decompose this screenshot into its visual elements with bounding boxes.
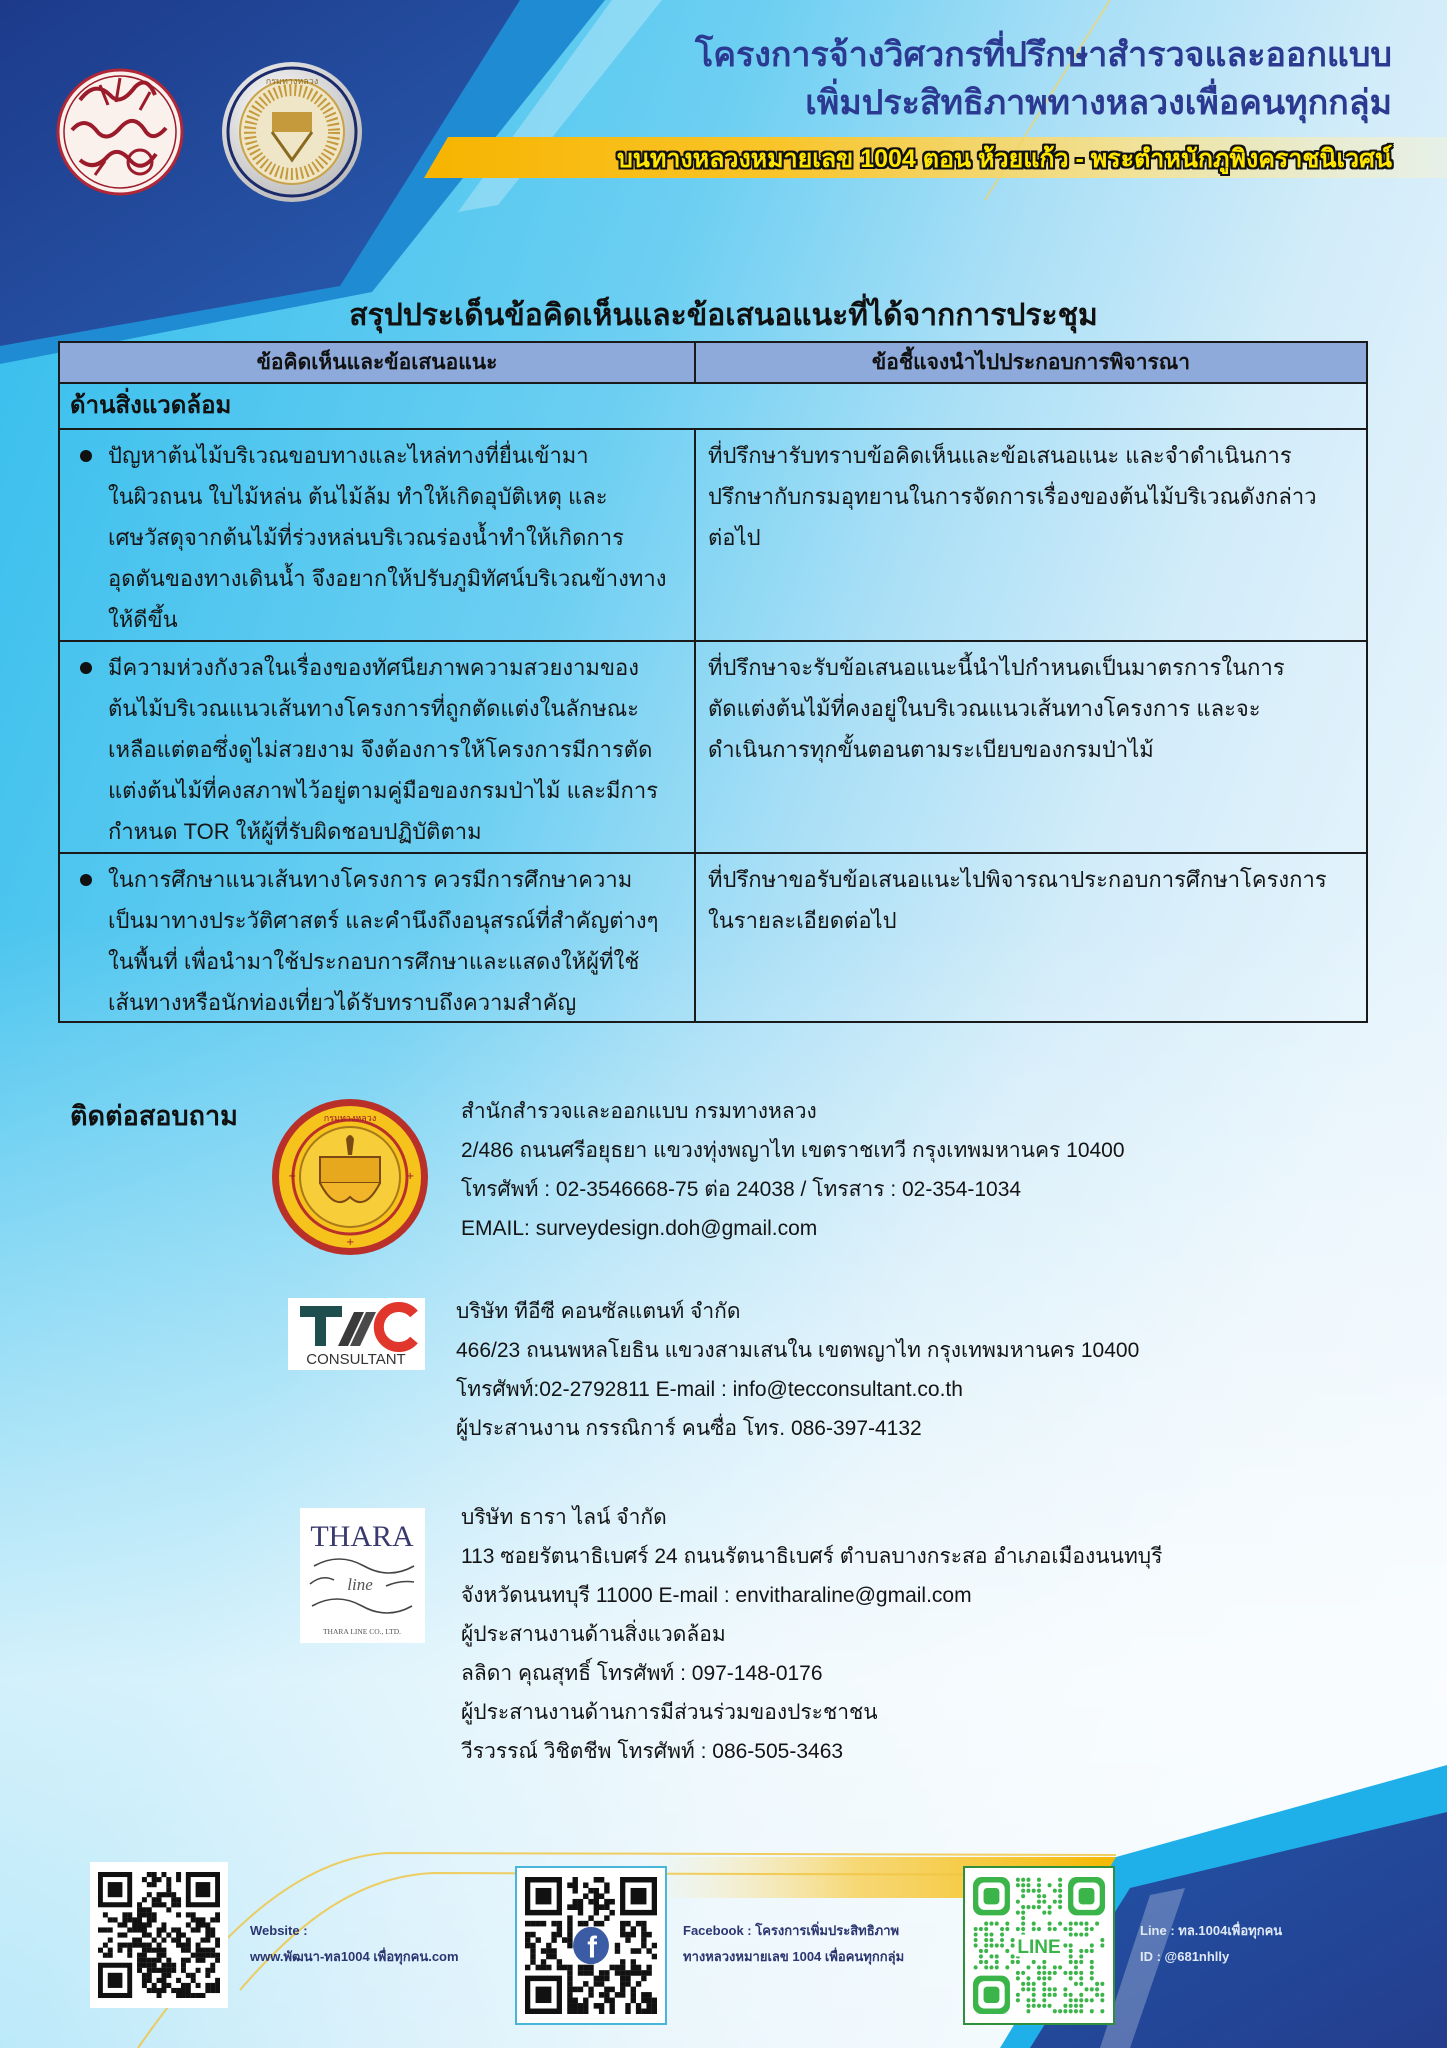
facebook-glyph: f [587,1931,597,1965]
contact-line: บริษัท ทีอีซี คอนซัลแตนท์ จำกัด [456,1300,741,1323]
response-line: ต่อไป [708,525,761,550]
contact-line: EMAIL: surveydesign.doh@gmail.com [461,1217,818,1240]
comment-text [108,647,688,852]
red-seal-icon [58,70,182,194]
column-header-responses: ข้อชี้แจงนำไปประกอบการพิจารณา [871,351,1191,374]
contact-line: ผู้ประสานงานด้านการมีส่วนร่วมของประชาชน [461,1701,878,1724]
qr-code-icon [525,1877,657,2014]
department-of-highways-logo [270,1097,430,1257]
summary-title: สรุปประเด็นข้อคิดเห็นและข้อเสนอแนะที่ได้จากการประชุม [349,299,1098,332]
comment-line: ต้นไม้บริเวณแนวเส้นทางโครงการที่ถูกตัดแต่งในลักษณะ [108,696,639,721]
line-id: ID : @681nhlly [1140,1949,1230,1964]
contact-line: สำนักสำรวจและออกแบบ กรมทางหลวง [461,1100,817,1123]
response-cell [696,854,1366,1021]
contact-heading: ติดต่อสอบถาม [70,1101,238,1131]
contact-line: โทรศัพท์ : 02-3546668-75 ต่อ 24038 / โทรสาร : 02-354-1034 [461,1178,1022,1201]
footer-line [1140,1918,1282,1970]
line-qr-label: LINE [1017,1935,1061,1959]
response-line: ที่ปรึกษารับทราบข้อคิดเห็นและข้อเสนอแนะ และจำดำเนินการ [708,443,1292,468]
response-line: ในรายละเอียดต่อไป [708,908,897,933]
contact-block-department-of-highways [461,1092,1125,1248]
response-text [708,647,1358,770]
line-qr-code [963,1866,1115,2025]
facebook-label-line-1: Facebook : โครงการเพิ่มประสิทธิภาพ [683,1923,900,1938]
contact-block-thara-line [461,1498,1162,1771]
table-row [60,854,1366,1021]
comment-cell [60,854,696,1021]
contact-block-tec-consultant [456,1292,1139,1448]
bullet-icon [80,874,92,886]
response-text [708,435,1358,558]
comment-line: เศษวัสดุจากต้นไม้ที่ร่วงหล่นบริเวณร่องน้ำทำให้เกิดการ [108,525,624,550]
comment-text [108,435,688,640]
website-url: www.พัฒนา-ทล1004 เพื่อทุกคน.com [250,1949,459,1964]
facebook-icon [573,1927,609,1965]
project-route-subtitle: บนทางหลวงหมายเลข 1004 ตอน ห้วยแก้ว - พระตำหนักภูพิงคราชนิเวศน์ [616,145,1392,173]
facebook-qr-code [515,1866,667,2025]
response-line: ที่ปรึกษาจะรับข้อเสนอแนะนี้นำไปกำหนดเป็นมาตรการในการ [708,655,1285,680]
contact-line: 113 ซอยรัตนาธิเบศร์ 24 ถนนรัตนาธิเบศร์ ตำบลบางกระสอ อำเภอเมืองนนทบุรี [461,1545,1163,1568]
bullet-icon [80,662,92,674]
website-label: Website : [250,1923,308,1938]
comment-cell [60,430,696,640]
contact-lines [461,1092,1125,1248]
comment-line: เส้นทางหรือนักท่องเที่ยวได้รับทราบถึงความสำคัญ [108,990,577,1015]
contact-lines [456,1292,1139,1448]
line-icon [1015,1935,1063,1959]
svg-text:+: + [288,1171,297,1182]
footer-website [250,1918,459,1970]
response-cell [696,430,1366,640]
table-row [60,642,1366,854]
response-cell [696,642,1366,852]
response-text [708,859,1358,941]
table-header-row [60,343,1366,384]
facebook-label-line-2: ทางหลวงหมายเลข 1004 เพื่อคนทุกกลุ่ม [683,1949,905,1964]
column-header-comments: ข้อคิดเห็นและข้อเสนอแนะ [60,343,696,382]
comment-line: ปัญหาต้นไม้บริเวณขอบทางและไหล่ทางที่ยื่นเข้ามา [108,443,589,468]
comment-cell [60,642,696,852]
summary-table [58,341,1368,1023]
comment-line: มีความห่วงกังวลในเรื่องของทัศนียภาพความสวยงามของ [108,655,639,680]
contact-line: ผู้ประสานงาน กรรณิการ์ คนซื่อ โทร. 086-397-4132 [456,1417,922,1440]
qr-code-icon [98,1872,220,1998]
bullet-icon [80,450,92,462]
comment-line: อุดตันของทางเดินน้ำ จึงอยากให้ปรับภูมิทัศน์บริเวณข้างทาง [108,566,667,591]
contact-line: วีรวรรณ์ วิชิตชีพ โทรศัพท์ : 086-505-3463 [461,1740,844,1763]
comment-line: ในพื้นที่ เพื่อนำมาใช้ประกอบการศึกษาและแสดงให้ผู้ที่ใช้ [108,949,640,974]
thara-line-logo [300,1508,425,1643]
svg-text:+: + [406,1171,415,1182]
response-line: ปรึกษากับกรมอุทยานในการจัดการเรื่องของต้นไม้บริเวณดังกล่าว [708,484,1317,509]
table-row [60,430,1366,642]
comment-line: ในการศึกษาแนวเส้นทางโครงการ ควรมีการศึกษาความ [108,867,633,892]
comment-line: เหลือแต่ตอซึ่งดูไม่สวยงาม จึงต้องการให้โครงการมีการตัด [108,737,653,762]
contact-line: 466/23 ถนนพหลโยธิน แขวงสามเสนใน เขตพญาไท กรุงเทพมหานคร 10400 [456,1339,1140,1362]
comment-line: ในผิวถนน ใบไม้หล่น ต้นไม้ล้ม ทำให้เกิดอุบัติเหตุ และ [108,484,608,509]
contact-line: จังหวัดนนทบุรี 11000 E-mail : envitharaline@gmail.com [461,1584,972,1607]
tec-logo-text: CONSULTANT [306,1351,406,1368]
footer-facebook [683,1918,904,1970]
contact-line: โทรศัพท์:02-2792811 E-mail : info@tecconsultant.co.th [456,1378,963,1401]
contact-lines [461,1498,1162,1771]
comment-line: กำหนด TOR ให้ผู้ที่รับผิดชอบปฏิบัติตาม [108,819,482,844]
category-row [60,384,1366,430]
response-line: ที่ปรึกษาขอรับข้อเสนอแนะไปพิจารณาประกอบการศึกษาโครงการ [708,867,1327,892]
contact-line: ผู้ประสานงานด้านสิ่งแวดล้อม [461,1623,726,1646]
response-line: ดำเนินการทุกขั้นตอนตามระเบียบของกรมป่าไม้ [708,737,1154,762]
thara-logo-script: line [347,1575,373,1594]
comment-text [108,859,688,1021]
website-qr-code [90,1862,228,2008]
silver-seal-text: กรมทางหลวง [265,77,319,87]
thara-logo-mark: THARA [310,1520,414,1553]
contact-line: ลลิดา คุณสุทธิ์ โทรศัพท์ : 097-148-0176 [461,1662,823,1685]
contact-line: 2/486 ถนนศรีอยุธยา แขวงทุ่งพญาไท เขตราชเทวี กรุงเทพมหานคร 10400 [461,1139,1125,1162]
project-title-line-2: เพิ่มประสิทธิภาพทางหลวงเพื่อคนทุกกลุ่ม [805,84,1392,122]
response-line: ตัดแต่งต้นไม้ที่คงอยู่ในบริเวณแนวเส้นทางโครงการ และจะ [708,696,1261,721]
contact-line: บริษัท ธารา ไลน์ จำกัด [461,1506,667,1529]
comment-line: ให้ดีขึ้น [108,607,178,632]
doh-logo-text: กรมทางหลวง [323,1114,377,1124]
project-title-line-1: โครงการจ้างวิศวกรที่ปรึกษาสำรวจและออกแบบ [694,36,1392,74]
line-label: Line : ทล.1004เพื่อทุกคน [1140,1923,1283,1938]
comment-line: เป็นมาทางประวัติศาสตร์ และคำนึงถึงอนุสรณ์ที่สำคัญต่างๆ [108,908,659,933]
thara-logo-text: THARA LINE CO., LTD. [322,1627,402,1636]
tec-consultant-logo [288,1298,425,1370]
svg-text:+: + [346,1237,355,1248]
qr-code-icon [973,1877,1105,2014]
department-of-highways-silver-seal-icon [222,62,362,202]
comment-line: แต่งต้นไม้ที่คงสภาพไว้อยู่ตามคู่มือของกรมป่าไม้ และมีการ [108,778,659,803]
category-label: ด้านสิ่งแวดล้อม [70,392,232,419]
